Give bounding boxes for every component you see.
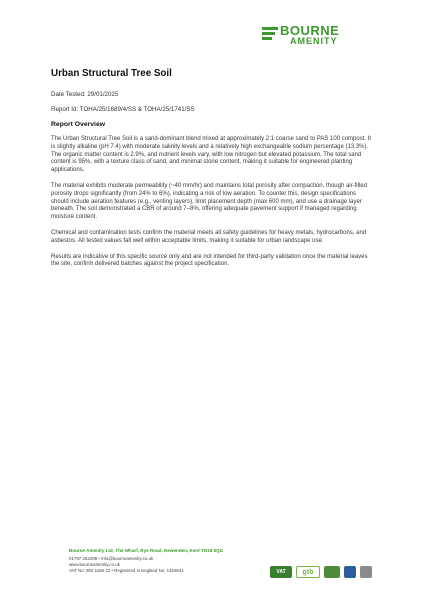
overview-paragraph-2: The material exhibits moderate permeability (~40 mm/hr) and maintains total porosity after compaction, though air-filled porosity drops significantly (from 24% to 6%), indicating a risk of low aeration. To counter this, design specifications should include aeration features (e.g., venting layers), limit placement depth (max 600 mm), and use a drainage layer beneath. The soil demonstrated a CBR of around 7–8%, offering adequate pavement support if managed regarding moisture content. <box>51 182 367 221</box>
footer-address: Bourne Amenity Ltd, The Wharf, Rye Road, Newenden, Kent TN18 5QG <box>69 548 224 553</box>
logo-word-bourne: BOURNE <box>280 23 340 38</box>
report-title: Urban Structural Tree Soil <box>51 68 172 79</box>
overview-paragraph-1: The Urban Structural Tree Soil is a sand-dominant blend mixed at approximately 2:1 coarse sand to PAS 100 compost. It is slightly alkaline (pH 7.4) with moderate salinity levels and a relatively high exchangeable sodium percentage (13.3%). The organic matter content is 2.9%, and nutrient levels vary, with low nitrogen but elevated potassium. The total sand content is 95%, with a texture class of sand, and minimal stone content, making it suitable for engineered planting applications. <box>51 136 372 174</box>
accreditation-badges <box>270 566 372 578</box>
vat-badge-icon: VAT <box>270 566 292 578</box>
accreditation-badge-icon <box>324 566 340 578</box>
footer-phone: 01797 252299 <box>69 556 98 561</box>
gtb-badge-icon: gtb <box>296 566 320 578</box>
report-id: Report Id: TOHA/25/1689/4/SS & TOHA/25/1741/SS <box>51 106 195 113</box>
bourne-amenity-logo <box>262 24 382 48</box>
member-badge-icon <box>360 566 372 578</box>
footer-email[interactable]: info@bourneamenity.co.uk <box>101 556 154 561</box>
logo-stripes-icon <box>262 27 278 42</box>
footer-bullet: • <box>98 556 100 561</box>
report-content <box>51 68 375 277</box>
footer-website[interactable]: www.bourneamenity.co.uk <box>69 562 120 567</box>
date-tested: Date Tested: 29/01/2025 <box>51 91 119 98</box>
footer-vat: VAT No: 862 1186 22 • Registered in England No: 1453831 <box>69 568 184 573</box>
overview-heading: Report Overview <box>51 121 106 128</box>
overview-paragraph-4: Results are indicative of this specific source only and are not intended for third-party validation once the material leaves the site, confirm delivered batches against the project specification. <box>51 253 368 268</box>
certification-badge-icon <box>344 566 356 578</box>
overview-paragraph-3: Chemical and contamination tests confirm the material meets all safety guidelines for heavy metals, hydrocarbons, and asbestos. All tested values fall well within acceptable limits, making it suitable for urban landscape use. <box>51 229 367 244</box>
logo-word-amenity: AMENITY <box>290 36 338 46</box>
